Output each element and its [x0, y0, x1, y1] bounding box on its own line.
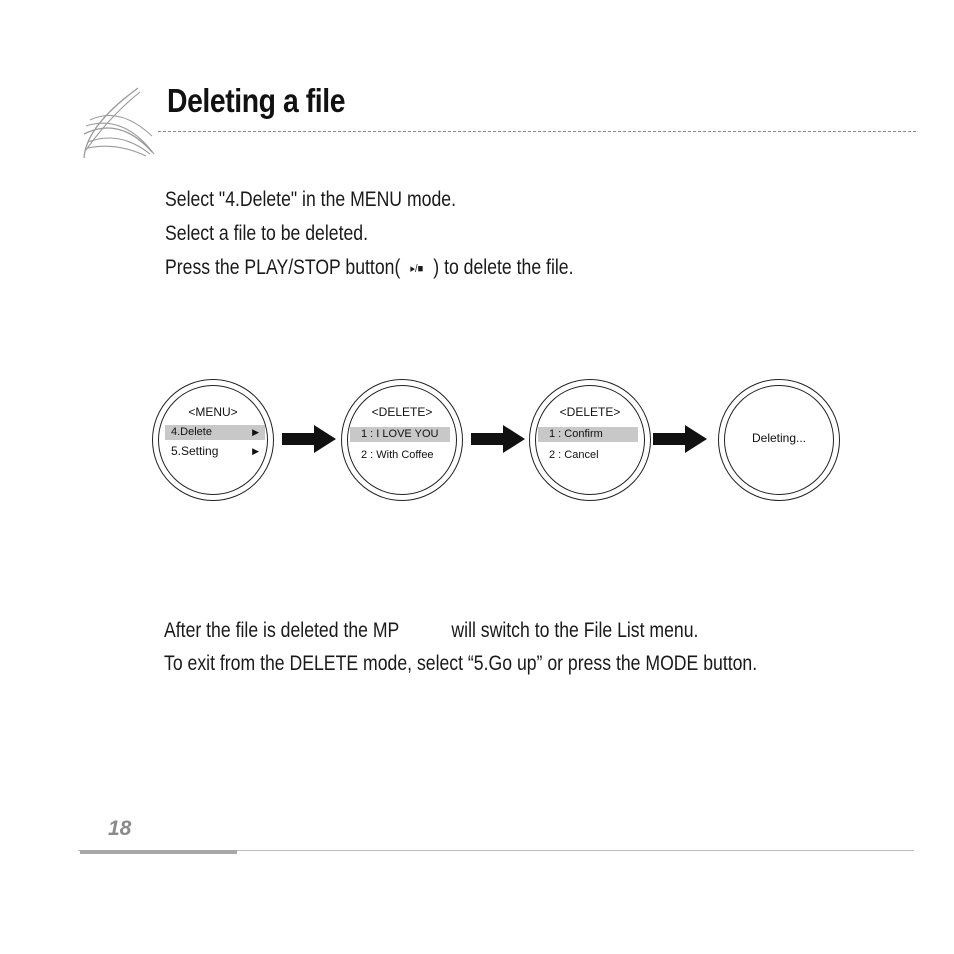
delete-list-item-1: 1 : I LOVE YOU — [350, 427, 450, 442]
instruction-step-3 — [165, 251, 574, 286]
play-stop-icon: ▸/■ — [410, 263, 424, 275]
instruction-step-3-text-b: ) to delete the file. — [433, 256, 574, 279]
arrow-right-icon — [651, 424, 709, 454]
menu-item-delete-arrow-icon: ▶ — [252, 427, 259, 437]
cancel-option: 2 : Cancel — [549, 449, 599, 461]
note-line-1 — [164, 614, 757, 647]
menu-screen — [152, 379, 274, 501]
note-line-1-b: will switch to the File List menu. — [451, 619, 699, 642]
delete-confirm-screen — [529, 379, 651, 501]
confirm-option: 1 : Confirm — [538, 427, 638, 442]
deleting-screen — [718, 379, 840, 501]
instruction-step-2: Select a file to be deleted. — [165, 222, 369, 245]
page-title: Deleting a file — [167, 82, 346, 119]
page-number: 18 — [108, 817, 132, 840]
delete-list-item-2: 2 : With Coffee — [361, 449, 434, 461]
delete-list-header: <DELETE> — [371, 405, 433, 419]
menu-item-setting-label: 5.Setting — [171, 444, 219, 458]
instruction-list — [165, 183, 574, 286]
delete-confirm-header: <DELETE> — [559, 405, 621, 419]
menu-item-setting — [165, 444, 265, 459]
instruction-step-3-text-a: Press the PLAY/STOP button( — [165, 256, 401, 279]
arrow-right-icon — [280, 424, 338, 454]
menu-item-delete-label: 4.Delete — [171, 426, 212, 438]
arrow-right-icon — [469, 424, 527, 454]
title-divider — [158, 131, 916, 132]
notes-list — [164, 614, 757, 680]
note-line-2: To exit from the DELETE mode, select “5.Go up” or press the MODE button. — [164, 652, 758, 675]
note-line-1-a: After the file is deleted the MP — [164, 619, 400, 642]
screen-bezel — [158, 385, 268, 495]
deleting-status-text: Deleting... — [751, 431, 807, 445]
menu-item-delete — [165, 425, 265, 440]
delete-list-screen — [341, 379, 463, 501]
menu-screen-header: <MENU> — [188, 405, 238, 419]
section-logo-icon — [80, 86, 160, 160]
menu-item-setting-arrow-icon: ▶ — [252, 446, 259, 456]
footer-accent-bar — [80, 850, 237, 854]
instruction-step-1: Select "4.Delete" in the MENU mode. — [165, 188, 456, 211]
